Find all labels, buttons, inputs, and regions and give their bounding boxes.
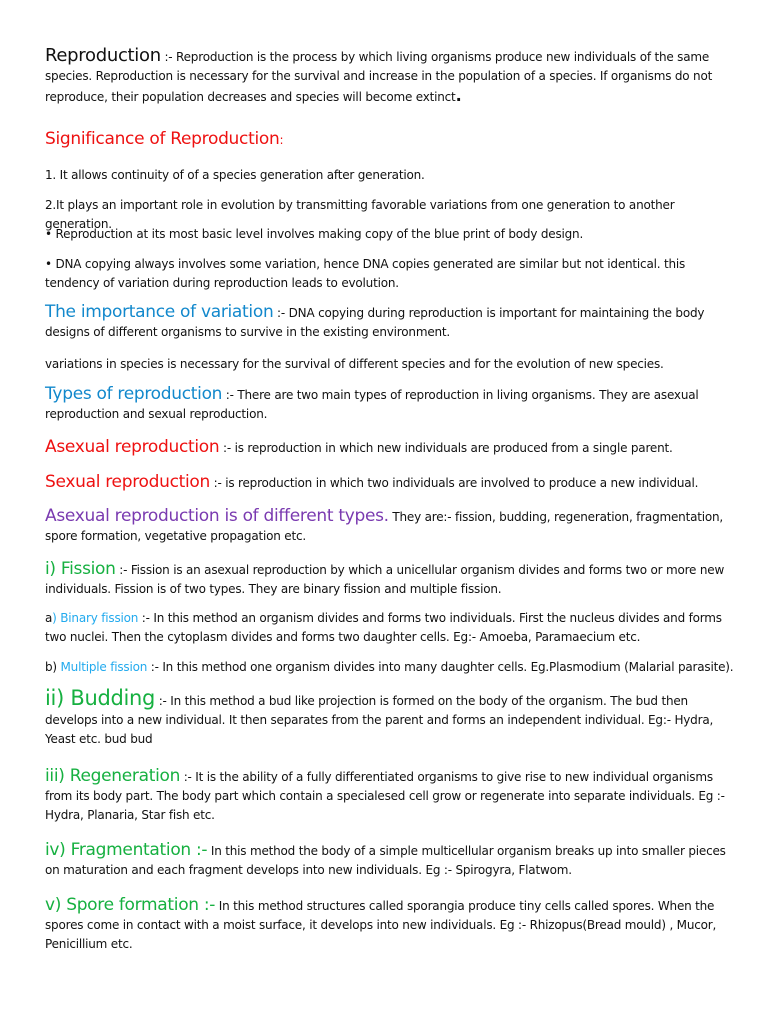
fragmentation-heading: iv) Fragmentation :- bbox=[45, 840, 208, 860]
multiple-fission-paragraph bbox=[45, 658, 733, 677]
regeneration-text: :- It is the ability of a fully differentiated organisms to give rise to new individual organisms from its body part. The body part which contain a specialesed cell grow or regenerate into separate individuals. Eg :- Hydra, Planaria, Star fish etc. bbox=[45, 770, 725, 822]
budding-text: :- In this method a bud like projection is formed on the body of the organism. The bud then develops into a new individual. It then separates from the parent and forms an independent individual. Eg:- Hydra, Yeast etc. bud bud bbox=[45, 694, 714, 746]
types-heading: Types of reproduction bbox=[45, 384, 223, 404]
asexual-types-text: They are:- fission, budding, regeneration, fragmentation, spore formation, vegetative propagation etc. bbox=[45, 510, 724, 543]
reproduction-end: . bbox=[455, 86, 462, 105]
significance-item-3: • Reproduction at its most basic level involves making copy of the blue print of body design. bbox=[45, 227, 584, 241]
significance-colon: : bbox=[279, 133, 284, 147]
budding-heading: ii) Budding bbox=[45, 686, 156, 710]
significance-item-2: 2.It plays an important role in evolution by transmitting favorable variations from one generation to another generation. bbox=[45, 198, 675, 231]
fission-text: :- Fission is an asexual reproduction by which a unicellular organism divides and forms two or more new individuals. Fission is of two types. They are binary fission and multiple fission. bbox=[45, 563, 725, 596]
sexual-text: :- is reproduction in which two individuals are involved to produce a new individual. bbox=[210, 476, 699, 490]
fragmentation-text: In this method the body of a simple multicellular organism breaks up into smaller pieces on maturation and each fragment develops into new individuals. Eg :- Spirogyra, Flatwom. bbox=[45, 844, 726, 877]
variation-paragraph bbox=[45, 303, 735, 342]
sexual-heading: Sexual reproduction bbox=[45, 472, 210, 492]
variation-text: :- DNA copying during reproduction is important for maintaining the body designs of different organisms to survive in the existing environment. bbox=[45, 306, 705, 339]
multiple-fission-text: :- In this method one organism divides into many daughter cells. Eg.Plasmodium (Malarial parasite). bbox=[147, 660, 734, 674]
multiple-fission-heading: Multiple fission bbox=[60, 660, 148, 674]
asexual-heading: Asexual reproduction bbox=[45, 437, 220, 457]
significance-heading: Significance of Reproduction bbox=[45, 129, 280, 149]
binary-fission-paragraph bbox=[45, 609, 735, 647]
regeneration-paragraph bbox=[45, 767, 735, 825]
fission-heading: i) Fission bbox=[45, 559, 116, 579]
asexual-types-paragraph bbox=[45, 507, 735, 546]
asexual-text: :- is reproduction in which new individuals are produced from a single parent. bbox=[219, 441, 673, 455]
reproduction-heading: Reproduction bbox=[45, 45, 161, 66]
spore-heading: v) Spore formation :- bbox=[45, 895, 216, 915]
sexual-paragraph bbox=[45, 473, 698, 493]
fission-paragraph bbox=[45, 560, 735, 599]
reproduction-text: :- Reproduction is the process by which living organisms produce new individuals of the same species. Reproduction is necessary for the survival and increase in the population of a species. If organisms do not reproduce, their population decreases and species will become extinct bbox=[45, 50, 713, 104]
budding-paragraph bbox=[45, 686, 735, 749]
spore-paragraph bbox=[45, 896, 735, 954]
reproduction-paragraph bbox=[45, 46, 735, 107]
asexual-types-heading: Asexual reproduction is of different types. bbox=[45, 506, 389, 526]
spore-text: In this method structures called sporangia produce tiny cells called spores. When the spores come in contact with a moist surface, it develops into new individuals. Eg :- Rhizopus(Bread mould) , Mucor, Penicillium etc. bbox=[45, 899, 717, 951]
binary-fission-text: :- In this method an organism divides and forms two individuals. First the nucleus divides and forms two nuclei. Then the cytoplasm divides and forms two daughter cells. Eg:- Amoeba, Paramaecium etc. bbox=[45, 611, 722, 644]
regeneration-heading: iii) Regeneration bbox=[45, 766, 181, 786]
significance-heading-line bbox=[45, 130, 283, 150]
multiple-fission-prefix: b) bbox=[45, 660, 61, 674]
asexual-paragraph bbox=[45, 438, 673, 458]
binary-fission-heading: ) Binary fission bbox=[52, 611, 139, 625]
types-text: :- There are two main types of reproduction in living organisms. They are asexual reproduction and sexual reproduction. bbox=[45, 388, 699, 421]
significance-item-4: • DNA copying always involves some variation, hence DNA copies generated are similar but not identical. this tendency of variation during reproduction leads to evolution. bbox=[45, 257, 686, 290]
fragmentation-paragraph bbox=[45, 841, 735, 880]
variation-heading: The importance of variation bbox=[45, 302, 274, 322]
variation-note: variations in species is necessary for the survival of different species and for the evolution of new species. bbox=[45, 357, 664, 371]
significance-item-1: 1. It allows continuity of of a species generation after generation. bbox=[45, 168, 425, 182]
binary-fission-prefix: a bbox=[45, 611, 53, 625]
types-paragraph bbox=[45, 385, 735, 424]
